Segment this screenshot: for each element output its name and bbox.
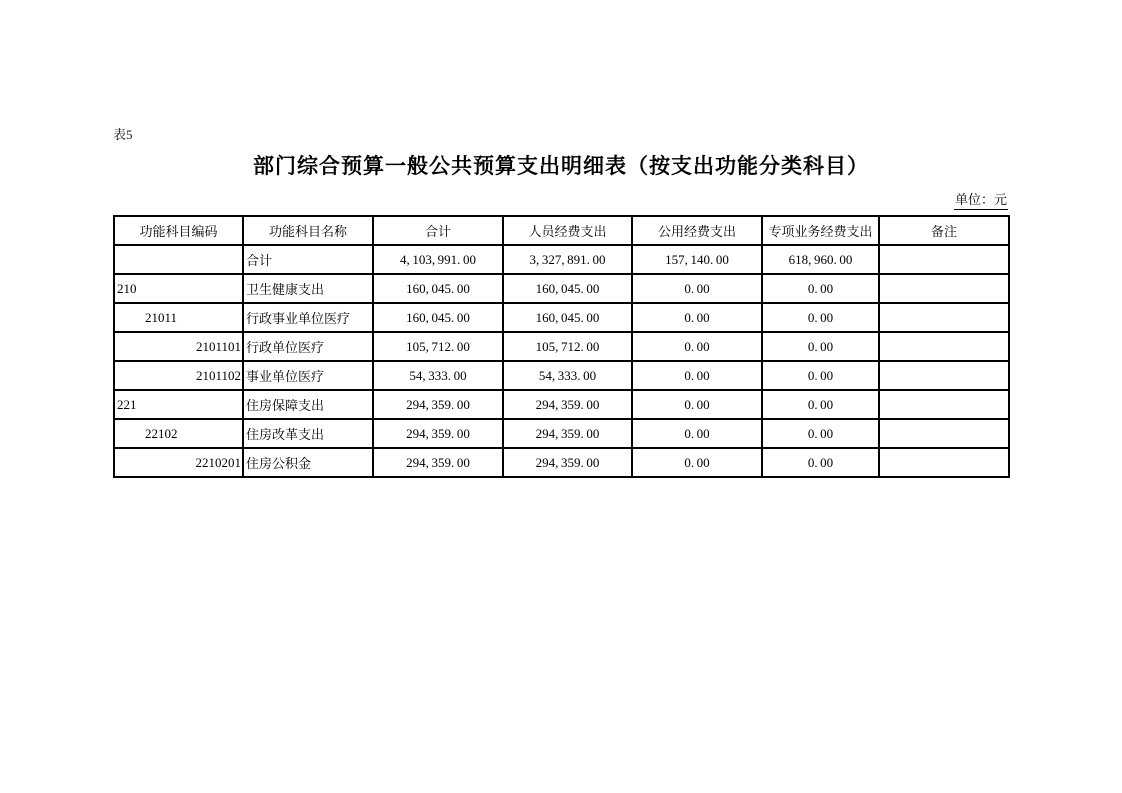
cell-total: 294, 359. 00 <box>373 448 503 477</box>
cell-special: 0. 00 <box>762 303 879 332</box>
column-header-public: 公用经费支出 <box>632 216 762 245</box>
cell-special: 0. 00 <box>762 448 879 477</box>
cell-special: 0. 00 <box>762 274 879 303</box>
table-row <box>114 361 1009 390</box>
table-row <box>114 390 1009 419</box>
cell-total: 54, 333. 00 <box>373 361 503 390</box>
cell-name: 事业单位医疗 <box>243 361 373 390</box>
cell-public: 0. 00 <box>632 448 762 477</box>
table-row <box>114 419 1009 448</box>
cell-code: 21011 <box>114 303 243 332</box>
cell-personnel: 160, 045. 00 <box>503 274 632 303</box>
cell-public: 157, 140. 00 <box>632 245 762 274</box>
cell-total: 160, 045. 00 <box>373 274 503 303</box>
cell-total: 294, 359. 00 <box>373 419 503 448</box>
cell-public: 0. 00 <box>632 419 762 448</box>
cell-name: 合计 <box>243 245 373 274</box>
cell-total: 105, 712. 00 <box>373 332 503 361</box>
cell-name: 住房改革支出 <box>243 419 373 448</box>
table-row <box>114 274 1009 303</box>
page-title: 部门综合预算一般公共预算支出明细表（按支出功能分类科目） <box>253 154 869 178</box>
column-header-code: 功能科目编码 <box>114 216 243 245</box>
budget-table <box>113 215 1010 478</box>
cell-special: 0. 00 <box>762 361 879 390</box>
cell-personnel: 294, 359. 00 <box>503 419 632 448</box>
cell-name: 行政事业单位医疗 <box>243 303 373 332</box>
column-header-name: 功能科目名称 <box>243 216 373 245</box>
cell-personnel: 105, 712. 00 <box>503 332 632 361</box>
cell-personnel: 160, 045. 00 <box>503 303 632 332</box>
table-row <box>114 303 1009 332</box>
cell-note <box>879 390 1009 419</box>
cell-special: 618, 960. 00 <box>762 245 879 274</box>
cell-personnel: 294, 359. 00 <box>503 448 632 477</box>
cell-special: 0. 00 <box>762 390 879 419</box>
cell-personnel: 3, 327, 891. 00 <box>503 245 632 274</box>
cell-public: 0. 00 <box>632 361 762 390</box>
cell-code: 22102 <box>114 419 243 448</box>
column-header-total: 合计 <box>373 216 503 245</box>
cell-total: 4, 103, 991. 00 <box>373 245 503 274</box>
cell-name: 住房保障支出 <box>243 390 373 419</box>
cell-total: 160, 045. 00 <box>373 303 503 332</box>
cell-note <box>879 361 1009 390</box>
cell-public: 0. 00 <box>632 274 762 303</box>
table-header-row <box>114 216 1009 245</box>
cell-code: 2210201 <box>114 448 243 477</box>
table-row <box>114 332 1009 361</box>
cell-note <box>879 245 1009 274</box>
cell-name: 住房公积金 <box>243 448 373 477</box>
table-number-label: 表5 <box>113 127 133 142</box>
cell-name: 卫生健康支出 <box>243 274 373 303</box>
cell-code: 2101102 <box>114 361 243 390</box>
cell-public: 0. 00 <box>632 390 762 419</box>
cell-code <box>114 245 243 274</box>
cell-code: 210 <box>114 274 243 303</box>
cell-public: 0. 00 <box>632 303 762 332</box>
column-header-note: 备注 <box>879 216 1009 245</box>
cell-total: 294, 359. 00 <box>373 390 503 419</box>
cell-public: 0. 00 <box>632 332 762 361</box>
cell-special: 0. 00 <box>762 332 879 361</box>
cell-personnel: 54, 333. 00 <box>503 361 632 390</box>
cell-note <box>879 303 1009 332</box>
table-row <box>114 448 1009 477</box>
unit-label: 单位：元 <box>954 189 1008 210</box>
column-header-personnel: 人员经费支出 <box>503 216 632 245</box>
cell-note <box>879 332 1009 361</box>
cell-note <box>879 448 1009 477</box>
cell-note <box>879 419 1009 448</box>
table-row <box>114 245 1009 274</box>
column-header-special: 专项业务经费支出 <box>762 216 879 245</box>
table-body <box>114 245 1009 477</box>
cell-special: 0. 00 <box>762 419 879 448</box>
cell-code: 2101101 <box>114 332 243 361</box>
cell-personnel: 294, 359. 00 <box>503 390 632 419</box>
cell-name: 行政单位医疗 <box>243 332 373 361</box>
cell-code: 221 <box>114 390 243 419</box>
unit-label-row <box>113 189 1008 210</box>
cell-note <box>879 274 1009 303</box>
